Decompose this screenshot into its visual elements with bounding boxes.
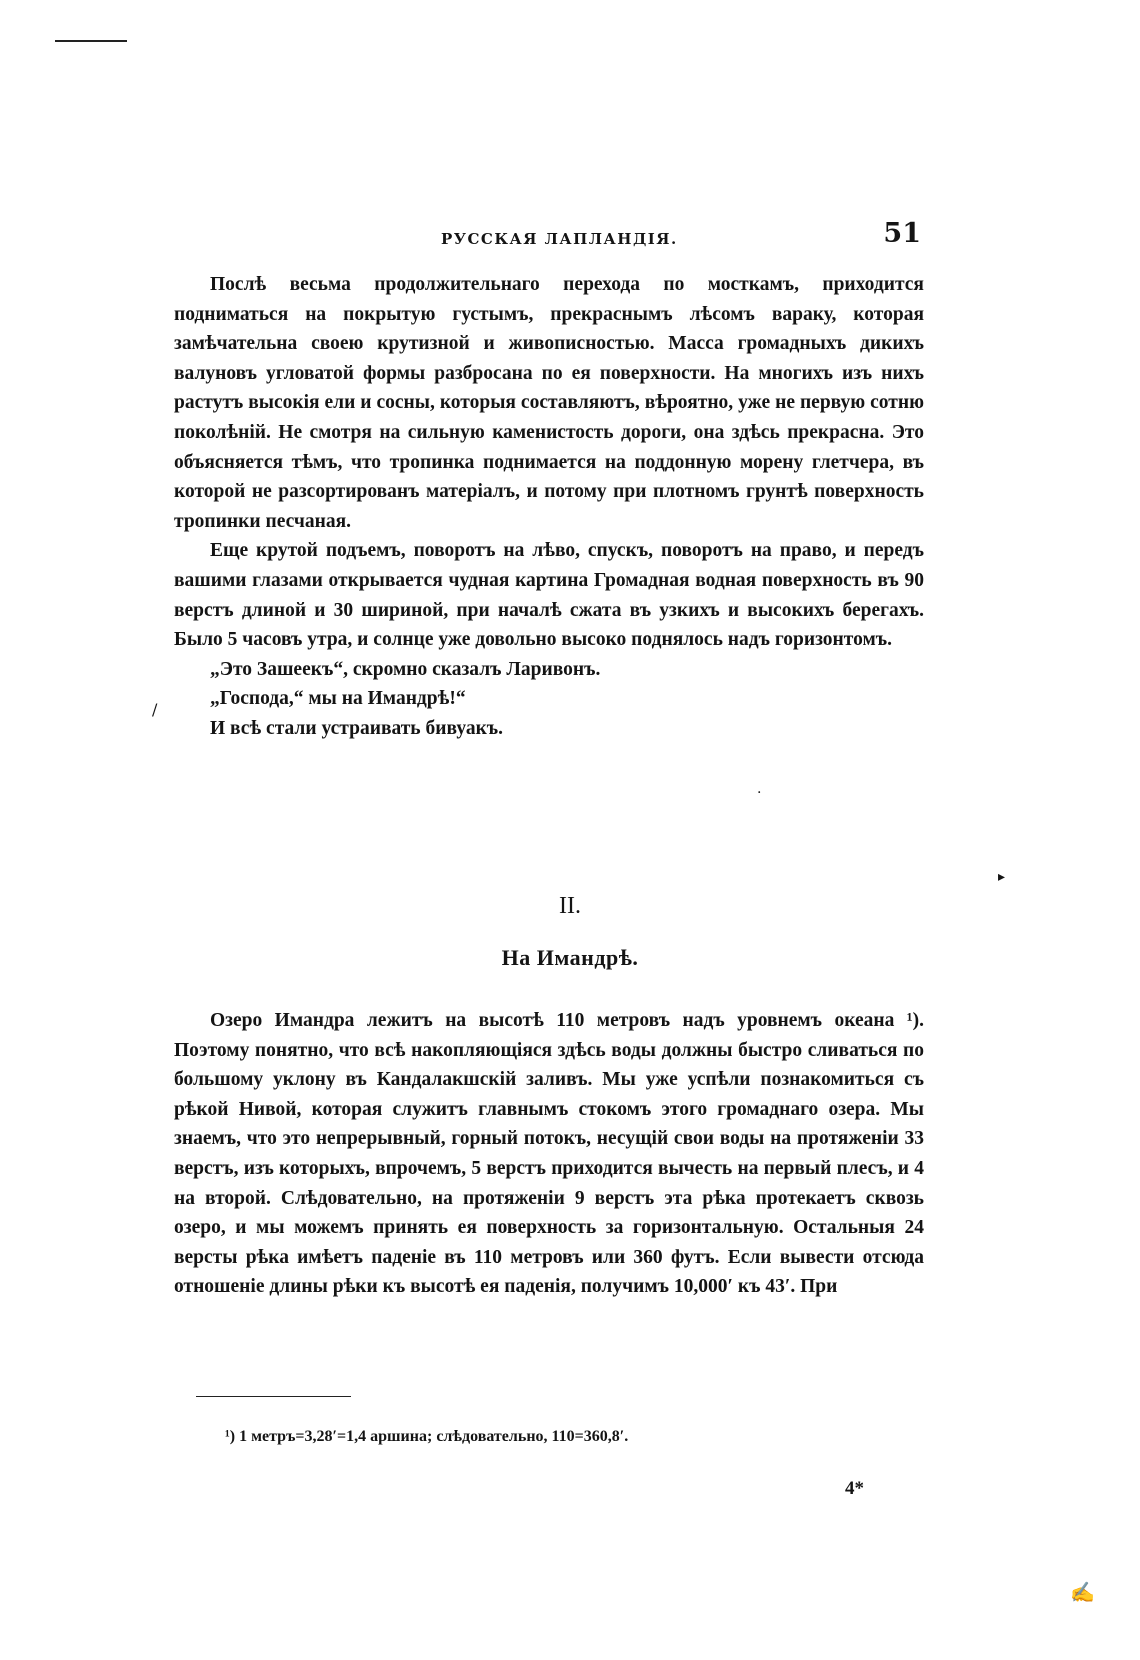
paragraph-1: Послѣ весьма продолжительнаго перехода по мосткамъ, приходится подниматься на покрытую густымъ, прекраснымъ лѣсомъ вараку, которая замѣчательна своею крутизной и живописностью. Масса громадныхъ дикихъ валуновъ угловатой формы разбросана по ея поверхности. На многихъ изъ нихъ растутъ высокія ели и сосны, которыя составляютъ, вѣроятно, уже не первую сотню поколѣній. Не смотря на сильную каменистость дороги, она здѣсь прекрасна. Это объясняется тѣмъ, что тропинка поднимается на поддонную морену глетчера, въ которой не разсортированъ матеріалъ, и потому при плотномъ грунтѣ поверхность тропинки песчаная. — [174, 274, 924, 532]
margin-mark-left: / — [152, 700, 158, 719]
paragraph-3: Озеро Имандра лежитъ на высотѣ 110 метровъ надъ уровнемъ океана ¹). Поэтому понятно, что всѣ накопляющіяся здѣсь воды должны быстро сливаться по большому уклону въ Кандалакшскій заливъ. Мы уже успѣли познакомиться съ рѣкой Нивой, которая служитъ главнымъ стокомъ этого громаднаго озера. Мы знаемъ, что это непрерывный, горный потокъ, несущій свои воды на протяженіи 33 верстъ, изъ которыхъ, впрочемъ, 5 верстъ приходится вычесть на первый плесъ, и 4 на второй. Слѣдовательно, на протяженіи 9 верстъ эта рѣка протекаетъ сквозь озеро, и мы можемъ принять ея поверхность за горизонтальную. Остальныя 24 версты рѣка имѣетъ паденіе въ 110 метровъ или 360 футъ. Если вывести отсюда отношеніе длины рѣки къ высотѣ ея паденія, получимъ 10,000′ къ 43′. При — [174, 1010, 924, 1298]
top-rule — [55, 40, 127, 42]
section-number: II. — [559, 893, 581, 919]
speech-line-3: И всѣ стали устраивать бивуакъ. — [210, 717, 504, 739]
page-number: 51 — [883, 218, 921, 249]
paragraph-2: Еще крутой подъемъ, поворотъ на лѣво, спускъ, поворотъ на право, и передъ вашими глазами открывается чудная картина Громадная водная поверхность въ 90 верстъ длиной и 30 шириной, при началѣ сжата въ узкихъ и высокихъ берегахъ. Было 5 часовъ утра, и солнце уже довольно высоко поднялось надъ горизонтомъ. — [174, 540, 924, 651]
signature-mark: 4* — [845, 1478, 864, 1499]
page-header — [178, 218, 921, 258]
footnote: ¹) 1 метръ=3,28′=1,4 аршина; слѣдовательно, 110=360,8′. — [225, 1428, 629, 1445]
main-text — [174, 270, 924, 744]
footnote-rule — [196, 1396, 351, 1397]
speech-line-1: „Это Зашеекъ“, скромно сказалъ Ларивонъ. — [210, 658, 601, 680]
corner-mark: ✍ — [1070, 1580, 1095, 1604]
section-title: На Имандрѣ. — [501, 945, 639, 970]
speech-line-2: „Господа,“ мы на Имандрѣ!“ — [210, 688, 466, 710]
running-title: РУССКАЯ ЛАПЛАНДІЯ. — [441, 230, 678, 248]
section-text — [174, 1006, 924, 1302]
stray-dot-mark: . — [757, 781, 762, 797]
margin-mark-right: ▸ — [998, 869, 1006, 885]
